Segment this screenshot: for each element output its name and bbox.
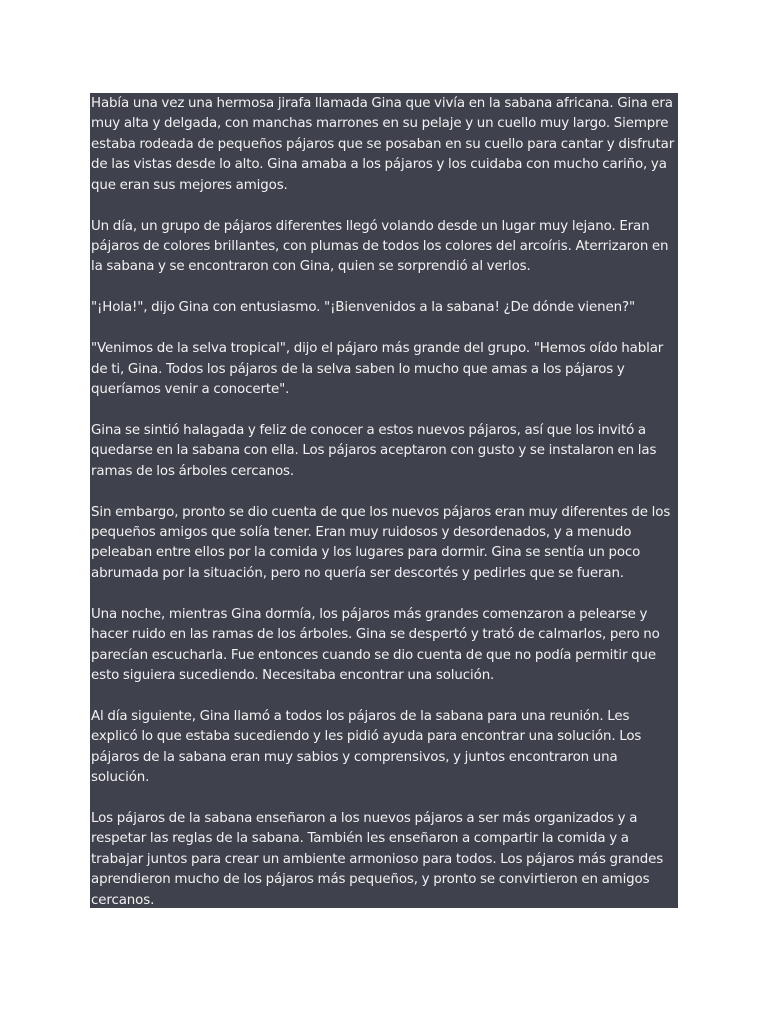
story-text-block bbox=[90, 93, 678, 908]
story-paragraph-7: Una noche, mientras Gina dormía, los pájaros más grandes comenzaron a pelearse y hacer ruido en las ramas de los árboles. Gina se despertó y trató de calmarlos, pero no parecían escucharla. Fue entonces cuando se dio cuenta de que no podía permitir que esto siguiera sucediendo. Necesitaba encontrar una solución. bbox=[91, 606, 660, 683]
story-paragraph-4: "Venimos de la selva tropical", dijo el pájaro más grande del grupo. "Hemos oído hablar de ti, Gina. Todos los pájaros de la selva saben lo mucho que amas a los pájaros y queríamos venir a conocerte". bbox=[91, 341, 664, 397]
story-paragraph-6: Sin embargo, pronto se dio cuenta de que los nuevos pájaros eran muy diferentes de los pequeños amigos que solía tener. Eran muy ruidosos y desordenados, y a menudo peleaban entre ellos por la comida y los lugares para dormir. Gina se sentía un poco abrumada por la situación, pero no quería ser descortés y pedirles que se fueran. bbox=[91, 504, 671, 581]
story-paragraph-8: Al día siguiente, Gina llamó a todos los pájaros de la sabana para una reunión. Les explicó lo que estaba sucediendo y les pidió ayuda para encontrar una solución. Los pájaros de la sabana eran muy sabios y comprensivos, y juntos encontraron una solución. bbox=[91, 708, 642, 786]
story-paragraph-5: Gina se sintió halagada y feliz de conocer a estos nuevos pájaros, así que los invitó a quedarse en la sabana con ella. Los pájaros aceptaron con gusto y se instalaron en las ramas de los árboles cercanos. bbox=[91, 422, 657, 479]
story-paragraph-2: Un día, un grupo de pájaros diferentes llegó volando desde un lugar muy lejano. Eran pájaros de colores brillantes, con plumas de todos los colores del arcoíris. Aterrizaron en la sabana y se encontraron con Gina, quien se sorprendió al verlos. bbox=[91, 218, 669, 275]
story-paragraph-9: Los pájaros de la sabana enseñaron a los nuevos pájaros a ser más organizados y a respetar las reglas de la sabana. También les enseñaron a compartir la comida y a trabajar juntos para crear un ambiente armonioso para todos. Los pájaros más grandes aprendieron mucho de los pájaros más pequeños, y pronto se convirtieron en amigos cercanos. bbox=[91, 810, 664, 908]
story-paragraph-1: Había una vez una hermosa jirafa llamada Gina que vivía en la sabana africana. Gina era muy alta y delgada, con manchas marrones en su pelaje y un cuello muy largo. Siempre estaba rodeada de pequeños pájaros que se posaban en su cuello para cantar y disfrutar de las vistas desde lo alto. Gina amaba a los pájaros y los cuidaba con mucho cariño, ya que eran sus mejores amigos. bbox=[91, 96, 675, 193]
story-paragraph-3: "¡Hola!", dijo Gina con entusiasmo. "¡Bienvenidos a la sabana! ¿De dónde vienen?" bbox=[91, 300, 635, 316]
